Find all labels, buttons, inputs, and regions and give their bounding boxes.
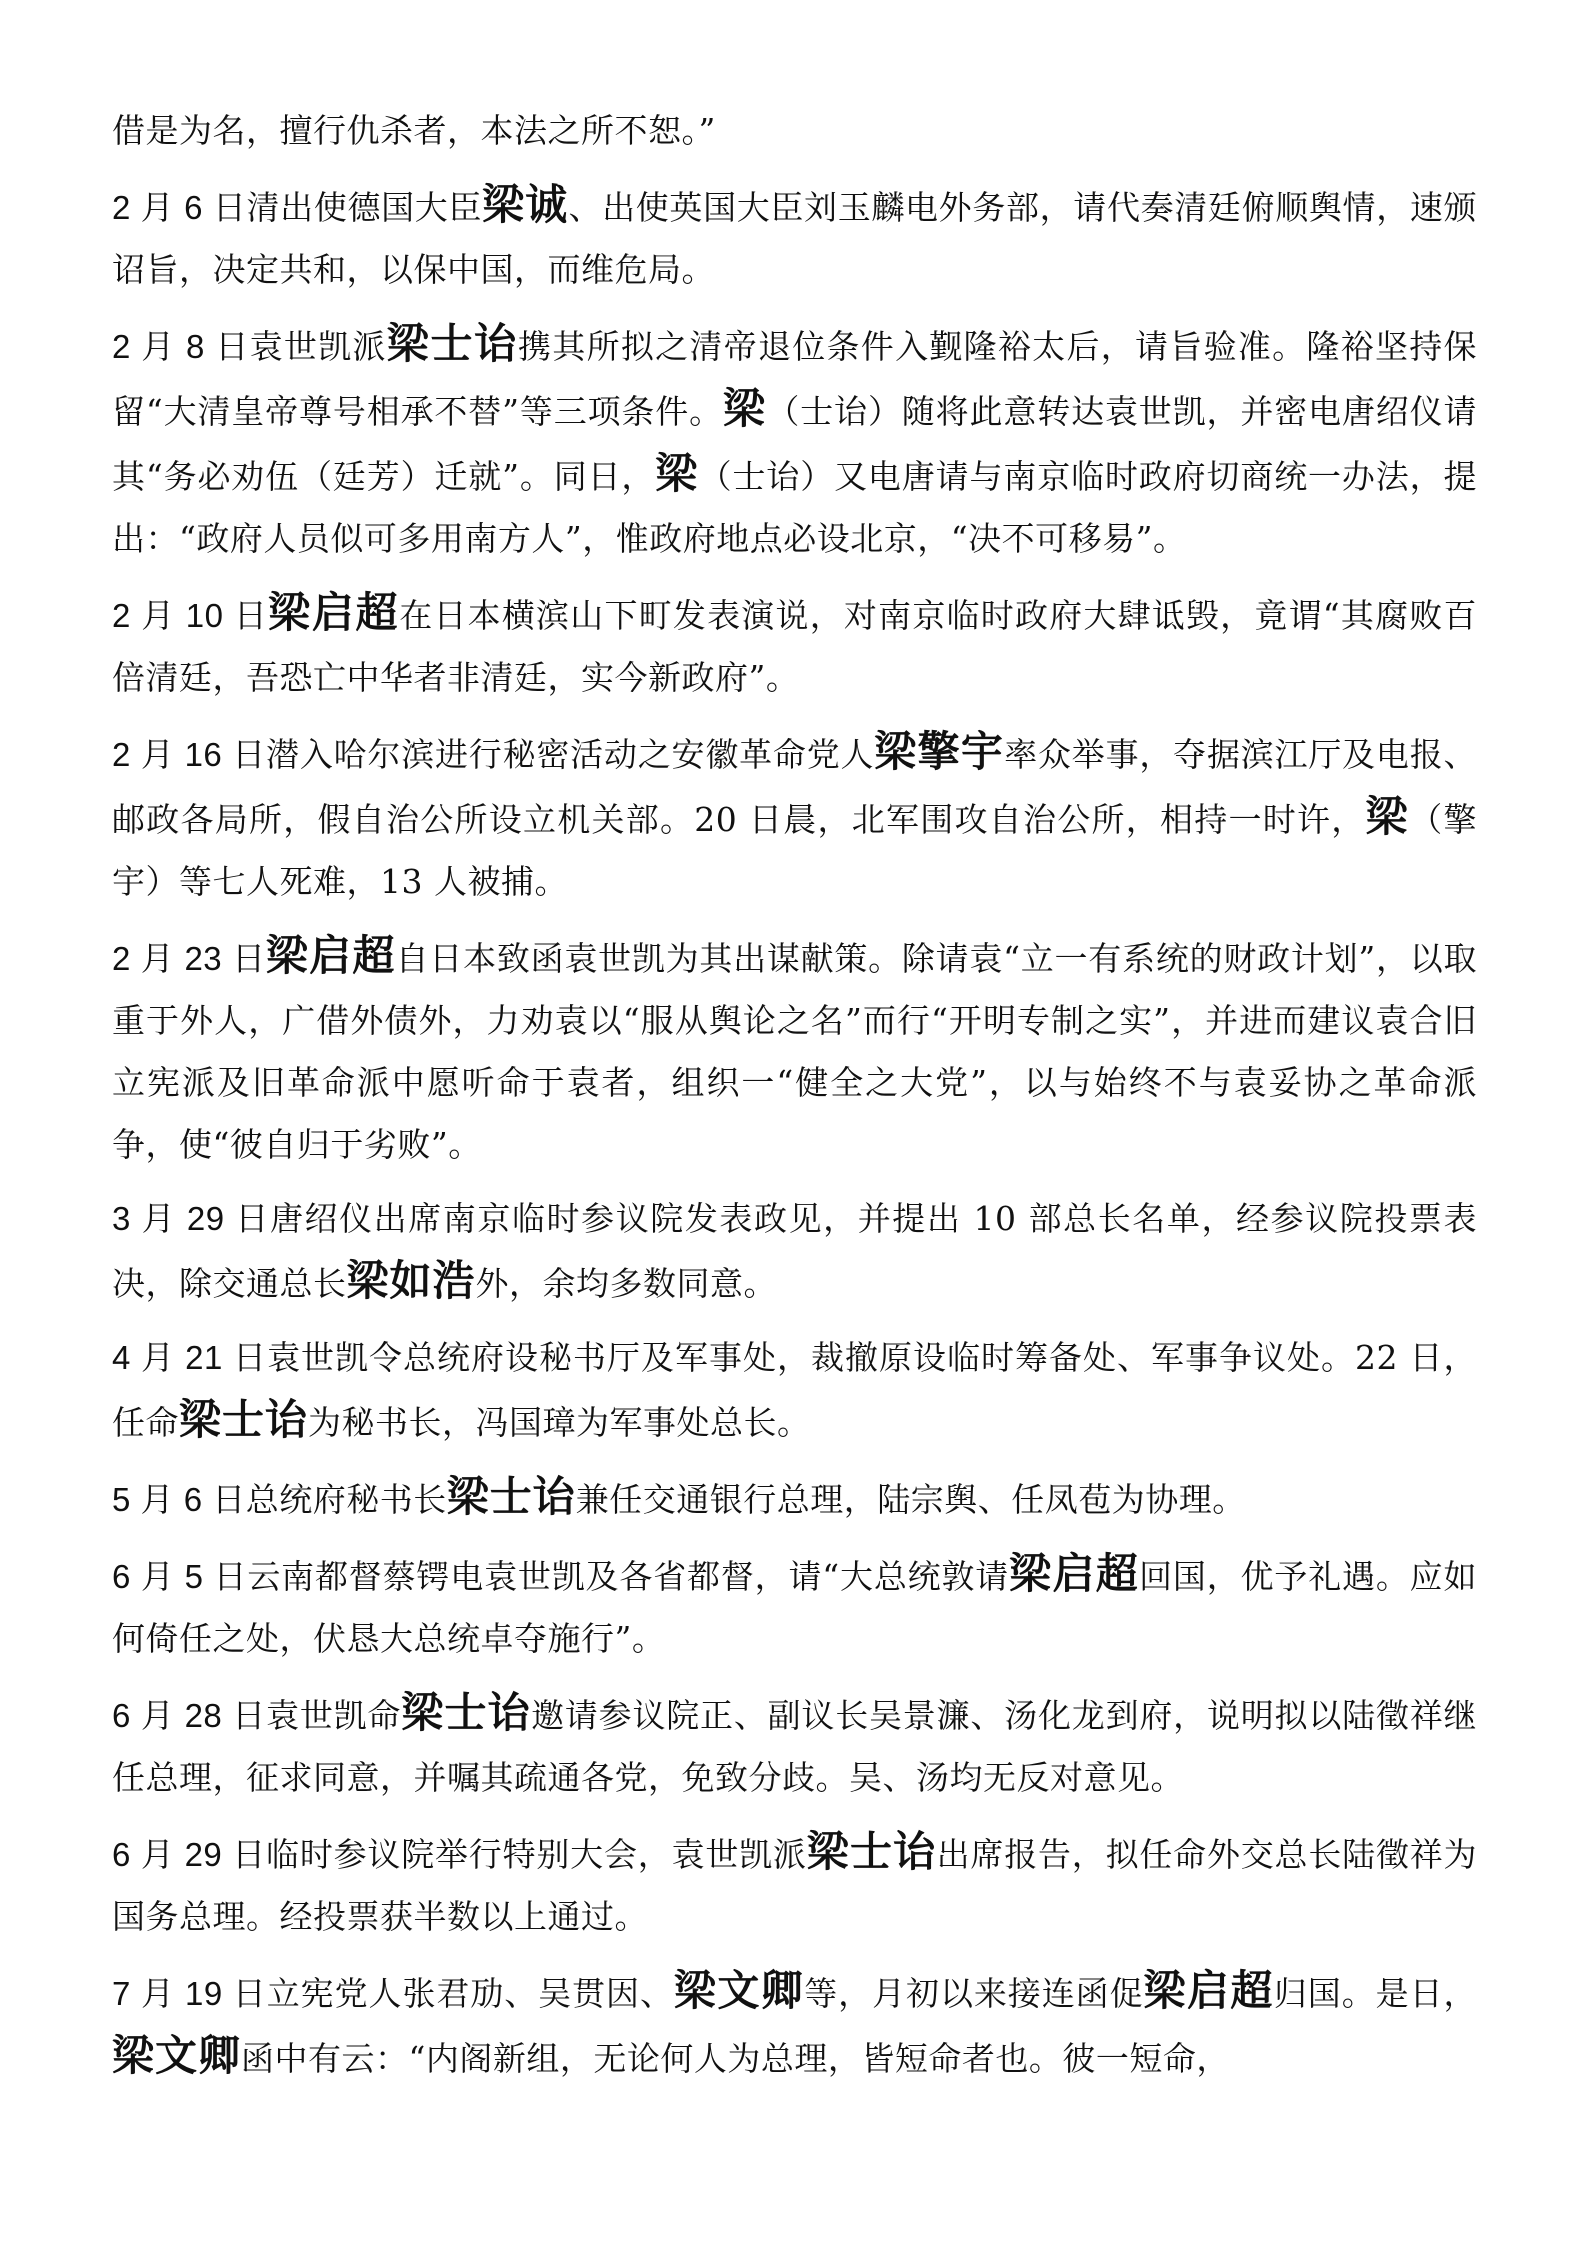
- highlighted-name: 梁擎宇: [874, 727, 1005, 776]
- entry-date: 2 月 6 日: [112, 189, 247, 226]
- chronicle-entry: [112, 1188, 1477, 1315]
- highlighted-name: 梁: [1365, 792, 1410, 841]
- entry-text: 唐绍仪出席南京临时参议院发表政见，并提出 10 部总长名单，经参议院投票表决，除交通总长: [112, 1199, 1477, 1303]
- entry-text: 出席报告，拟任命外交总长陆徵祥为国务总理。经投票获半数以上通过。: [112, 1835, 1477, 1936]
- highlighted-name: 梁士诒: [179, 1395, 309, 1444]
- entry-text: 、出使英国大臣刘玉麟电外务部，请代奏清廷俯顺舆情，速颁诏旨，决定共和，以保中国，而维危局。: [112, 188, 1478, 289]
- entry-text: 云南都督蔡锷电袁世凯及各省都督，请“大总统敦请: [247, 1557, 1010, 1596]
- highlighted-name: 梁文卿: [112, 2031, 242, 2080]
- entry-text: 为秘书长，冯国璋为军事处总长。: [308, 1403, 811, 1442]
- entry-text: 携其所拟之清帝退位条件入觐隆裕太后，请旨验准。隆裕坚持保留“大清皇帝尊号相承不替”等三项条件。: [112, 327, 1478, 431]
- entry-text: 借是为名，擅行仇杀者，本法之所不恕。”: [112, 111, 716, 150]
- entry-text: 总统府秘书长: [245, 1480, 447, 1519]
- entry-text: 归国。是日，: [1273, 1974, 1478, 2013]
- entry-text: 邀请参议院正、副议长吴景濂、汤化龙到府，说明拟以陆徵祥继任总理，征求同意，并嘱其疏通各党，免致分歧。吴、汤均无反对意见。: [112, 1696, 1477, 1797]
- highlighted-name: 梁文卿: [673, 1966, 805, 2015]
- highlighted-name: 梁诚: [482, 180, 569, 229]
- entry-text: （士诒）随将此意转达袁世凯，并密电唐绍仪请其“务必劝伍（廷芳）迁就”。同日，: [112, 392, 1477, 496]
- chronicle-entry: [112, 1960, 1477, 2090]
- entry-text: 函中有云：“内阁新组，无论何人为总理，皆短命者也。彼一短命，: [241, 2039, 1230, 2078]
- chronicle-entry: [112, 100, 1477, 162]
- entry-date: 2 月 10 日: [112, 597, 269, 634]
- chronicle-entry: [112, 1543, 1477, 1670]
- chronicle-entry: [112, 582, 1477, 709]
- entry-text: 回国，优予礼遇。应如何倚任之处，伏恳大总统卓夺施行”。: [112, 1557, 1477, 1658]
- entry-text: 袁世凯派: [249, 327, 387, 366]
- chronicle-entry: [112, 721, 1477, 913]
- highlighted-name: 梁: [723, 384, 767, 433]
- highlighted-name: 梁启超: [268, 588, 400, 637]
- entry-date: 6 月 28 日: [112, 1697, 267, 1734]
- highlighted-name: 梁如浩: [346, 1256, 476, 1305]
- entry-text: 兼任交通银行总理，陆宗舆、任凤苞为协理。: [575, 1480, 1246, 1519]
- highlighted-name: 梁士诒: [401, 1688, 532, 1737]
- entry-text: 等，月初以来接连函促: [804, 1974, 1144, 2013]
- entry-date: 4 月 21 日: [112, 1339, 268, 1376]
- entry-text: 外，余均多数同意。: [475, 1264, 778, 1303]
- highlighted-name: 梁: [655, 449, 699, 498]
- entry-date: 6 月 5 日: [112, 1558, 248, 1595]
- entry-text: 临时参议院举行特别大会，袁世凯派: [266, 1835, 807, 1874]
- chronicle-entry: [112, 174, 1477, 301]
- entry-text: （擎宇）等七人死难，13 人被捕。: [112, 800, 1477, 901]
- highlighted-name: 梁士诒: [806, 1827, 937, 1876]
- entry-text: 潜入哈尔滨进行秘密活动之安徽革命党人: [266, 735, 875, 774]
- entry-date: 2 月 8 日: [112, 328, 250, 365]
- entry-text: 在日本横滨山下町发表演说，对南京临时政府大肆诋毁，竟谓“其腐败百倍清廷，吾恐亡中华者非清廷，实今新政府”。: [112, 596, 1477, 697]
- entry-date: 2 月 23 日: [112, 940, 266, 977]
- entry-text: 清出使德国大臣: [246, 188, 483, 227]
- entry-date: 2 月 16 日: [112, 736, 267, 773]
- entry-text: 率众举事，夺据滨江厅及电报、邮政各局所，假自治公所设立机关部。20 日晨，北军围攻自治公所，相持一时许，: [112, 735, 1477, 839]
- entry-text: 袁世凯命: [266, 1696, 402, 1735]
- chronicle-entry: [112, 1466, 1477, 1531]
- chronicle-entry: [112, 925, 1477, 1176]
- chronicle-entry: [112, 1821, 1477, 1948]
- entry-text: 自日本致函袁世凯为其出谋献策。除请袁“立一有系统的财政计划”，以取重于外人，广借外债外，力劝袁以“服从舆论之名”而行“开明专制之实”，并进而建议袁合旧立宪派及旧革命派中愿听命于袁者，组织一“健全之大党”，以与始终不与袁妥协之革命派争，使“彼自归于劣败”。: [112, 939, 1477, 1164]
- entry-text: （士诒）又电唐请与南京临时政府切商统一办法，提出：“政府人员似可多用南方人”，惟政府地点必设北京，“决不可移易”。: [112, 457, 1477, 558]
- chronicle-entry: [112, 313, 1477, 570]
- entry-date: 7 月 19 日: [112, 1975, 267, 2012]
- entry-text: 袁世凯令总统府设秘书厅及军事处，裁撤原设临时筹备处、军事争议处。22 日，任命: [112, 1338, 1477, 1442]
- highlighted-name: 梁士诒: [386, 319, 519, 368]
- highlighted-name: 梁士诒: [446, 1472, 576, 1521]
- chronicle-entry: [112, 1327, 1477, 1454]
- entry-date: 3 月 29 日: [112, 1200, 270, 1237]
- chronicle-entry: [112, 1682, 1477, 1809]
- highlighted-name: 梁启超: [1143, 1966, 1274, 2015]
- highlighted-name: 梁启超: [1009, 1549, 1140, 1598]
- entry-date: 6 月 29 日: [112, 1836, 267, 1873]
- entry-date: 5 月 6 日: [112, 1481, 246, 1518]
- highlighted-name: 梁启超: [265, 931, 396, 980]
- entry-text: 立宪党人张君劢、吴贯因、: [266, 1974, 674, 2013]
